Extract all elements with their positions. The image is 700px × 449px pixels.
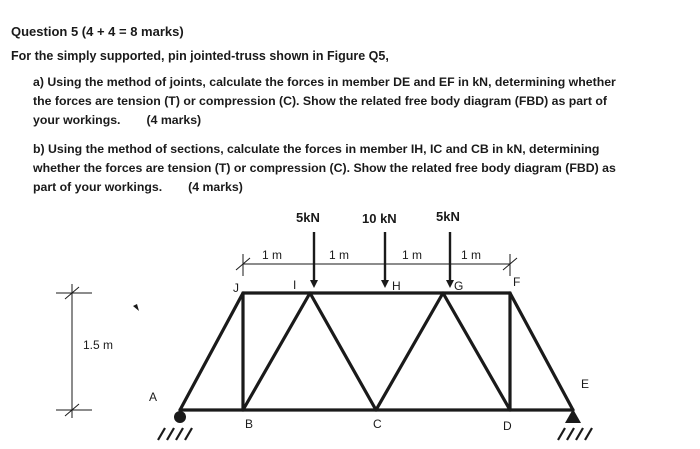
spacing-label-3: 1 m [402, 248, 423, 262]
member-bi [243, 293, 310, 410]
node-label-c: C [373, 417, 382, 431]
truss-members [180, 293, 573, 410]
part-b-line: whether the forces are tension (T) or compression (C). Show the related free body diagram (FBD) as [33, 161, 616, 175]
roller-support-right [558, 409, 592, 440]
load-label-h: 10 kN [362, 211, 397, 226]
spacing-label-2: 1 m [329, 248, 350, 262]
small-arrow-mark [133, 304, 139, 311]
load-label-g: 5kN [436, 209, 460, 224]
pin-support-left [158, 411, 192, 440]
member-ic [310, 293, 376, 410]
node-label-d: D [503, 419, 512, 433]
question-intro: For the simply supported, pin jointed-truss shown in Figure Q5, [11, 49, 389, 63]
node-label-i: I [293, 278, 297, 292]
part-a-line: a) Using the method of joints, calculate the forces in member DE and EF in kN, determining whether [33, 75, 616, 89]
node-label-j: J [233, 281, 239, 295]
member-gf [510, 293, 573, 410]
part-b-marks: (4 marks) [188, 180, 243, 194]
part-b-line: b) Using the method of sections, calculate the forces in member IH, IC and CB in kN, determining [33, 142, 600, 156]
member-ch [376, 293, 443, 410]
node-label-a: A [149, 390, 158, 404]
node-label-b: B [245, 417, 254, 431]
load-label-i: 5kN [296, 210, 320, 225]
node-label-g: G [454, 279, 464, 293]
member-aj [180, 293, 243, 410]
part-a-marks: (4 marks) [146, 113, 202, 127]
question-title: Question 5 (4 + 4 = 8 marks) [11, 24, 184, 39]
node-label-f: F [513, 275, 521, 289]
spacing-label-1: 1 m [262, 248, 283, 262]
node-label-h: H [392, 279, 401, 293]
spacing-label-4: 1 m [461, 248, 482, 262]
node-label-e: E [581, 377, 590, 391]
member-hd [443, 293, 510, 410]
part-a-line: your workings. [33, 113, 121, 127]
height-label: 1.5 m [83, 338, 114, 352]
part-b-line: part of your workings. [33, 180, 163, 194]
part-a-line: the forces are tension (T) or compression (C). Show the related free body diagram (FBD) as part of [33, 94, 607, 108]
